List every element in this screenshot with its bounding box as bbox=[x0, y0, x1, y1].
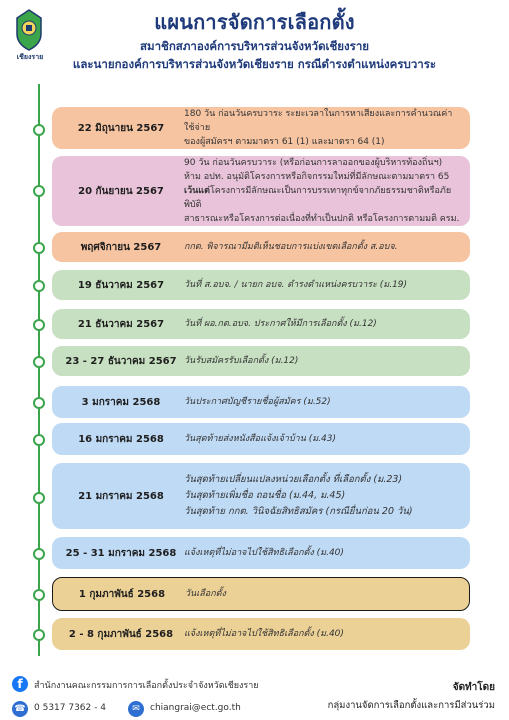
timeline-dot bbox=[33, 548, 45, 560]
facebook-page-name[interactable]: สำนักงานคณะกรรมการการเลือกตั้งประจำจังหวัดเชียงราย bbox=[34, 681, 259, 691]
timeline-dot bbox=[33, 492, 45, 504]
timeline-description: แจ้งเหตุที่ไม่อาจไปใช้สิทธิเลือกตั้ง (ม.40) bbox=[184, 548, 344, 558]
timeline-date: 3 มกราคม 2568 bbox=[81, 396, 161, 408]
timeline-date: 1 กุมภาพันธ์ 2568 bbox=[78, 588, 166, 600]
timeline-date: 2 - 8 กุมภาพันธ์ 2568 bbox=[68, 628, 174, 640]
description-line: ของผู้สมัครฯ ตามมาตรา 61 (1) และมาตรา 64 (1) bbox=[184, 137, 385, 147]
phone-icon: ☎ bbox=[12, 701, 28, 717]
timeline-date: 21 ธันวาคม 2567 bbox=[77, 318, 165, 330]
description-line: วันสุดท้ายเปลี่ยนแปลงหน่วยเลือกตั้ง ที่เลือกตั้ง (ม.23) bbox=[184, 474, 403, 485]
description-line: วันสุดท้าย กกต. วินิจฉัยสิทธิสมัคร (กรณียื่นก่อน 20 วัน) bbox=[184, 506, 413, 517]
email-icon: ✉ bbox=[128, 701, 144, 717]
page-title: แผนการจัดการเลือกตั้ง bbox=[154, 10, 355, 34]
timeline-item bbox=[52, 270, 470, 300]
facebook-icon[interactable]: f bbox=[12, 676, 28, 692]
footer bbox=[0, 668, 509, 720]
timeline-description: วันเลือกตั้ง bbox=[185, 589, 226, 599]
phone-number[interactable]: 0 5317 7362 - 4 bbox=[34, 703, 106, 713]
timeline-dot bbox=[33, 356, 45, 368]
timeline-description: วันประกาศบัญชีรายชื่อผู้สมัคร (ม.52) bbox=[184, 397, 331, 407]
subtitle-line-2: และนายกองค์การบริหารส่วนจังหวัดเชียงราย กรณีดำรงตำแหน่งครบวาระ bbox=[72, 57, 437, 71]
subtitle-line-1: สมาชิกสภาองค์การบริหารส่วนจังหวัดเชียงราย bbox=[139, 39, 370, 53]
timeline-date: 25 - 31 มกราคม 2568 bbox=[65, 547, 177, 559]
timeline-item bbox=[52, 232, 470, 262]
timeline-date: 19 ธันวาคม 2567 bbox=[77, 279, 165, 291]
timeline-description: แจ้งเหตุที่ไม่อาจไปใช้สิทธิเลือกตั้ง (ม.40) bbox=[184, 629, 344, 639]
timeline-item bbox=[52, 107, 470, 149]
description-line: 180 วัน ก่อนวันครบวาระ ระยะเวลาในการหาเสียงและการคำนวณค่าใช้จ่าย bbox=[184, 109, 453, 133]
description-emphasis: เว้นแต่ bbox=[184, 186, 210, 196]
timeline-dot bbox=[33, 124, 45, 136]
timeline-description: วันที่ ส.อบจ. / นายก อบจ. ดำรงตำแหน่งครบวาระ (ม.19) bbox=[184, 280, 408, 290]
email-address[interactable]: chiangrai@ect.go.th bbox=[150, 703, 241, 713]
timeline-dot bbox=[33, 629, 45, 641]
timeline-item-election-day bbox=[52, 577, 470, 611]
description-text: โครงการมีลักษณะเป็นการบรรเทาทุกข์จากภัยธรรมชาติหรือภัยพิบัติ bbox=[184, 186, 452, 210]
timeline-description: กกต. พิจารณามีมติเห็นชอบการแบ่งเขตเลือกตั้ง ส.อบจ. bbox=[184, 242, 398, 252]
timeline-item bbox=[52, 618, 470, 650]
description-line: สาธารณะหรือโครงการต่อเนื่องที่ทำเป็นปกติ หรือโครงการตามมติ ครม. bbox=[184, 214, 460, 224]
description-line: 90 วัน ก่อนวันครบวาระ (หรือก่อนการลาออกของผู้บริหารท้องถิ่นฯ) bbox=[184, 158, 443, 168]
credit-label: จัดทำโดย bbox=[452, 682, 495, 693]
description-line: ห้าม อปท. อนุมัติโครงการหรือกิจกรรมใหม่ที่มีลักษณะตามมาตรา 65 bbox=[184, 172, 450, 182]
timeline-item bbox=[52, 537, 470, 569]
timeline-description: วันที่ ผอ.กต.อบจ. ประกาศให้มีการเลือกตั้ง (ม.12) bbox=[184, 319, 377, 329]
timeline-date: 16 มกราคม 2568 bbox=[78, 433, 164, 445]
timeline-date: พฤศจิกายน 2567 bbox=[80, 241, 162, 253]
timeline-description bbox=[184, 107, 470, 149]
timeline-item bbox=[52, 386, 470, 418]
timeline-dot bbox=[33, 589, 45, 601]
logo-label: เชียงราย bbox=[16, 53, 44, 61]
timeline-date: 22 มิถุนายน 2567 bbox=[77, 122, 165, 134]
timeline-description bbox=[184, 472, 470, 520]
timeline-item bbox=[52, 309, 470, 339]
credit-text: กลุ่มงานจัดการเลือกตั้งและการมีส่วนร่วม bbox=[327, 700, 495, 711]
timeline-item bbox=[52, 346, 470, 376]
timeline-description: วันรับสมัครรับเลือกตั้ง (ม.12) bbox=[184, 356, 299, 366]
timeline-date: 21 มกราคม 2568 bbox=[78, 490, 164, 502]
timeline-line bbox=[38, 84, 40, 656]
timeline-date: 23 - 27 ธันวาคม 2567 bbox=[65, 355, 177, 367]
timeline-description bbox=[184, 156, 470, 226]
description-line bbox=[184, 184, 462, 212]
timeline-dot bbox=[33, 280, 45, 292]
timeline-item bbox=[52, 156, 470, 226]
timeline-dot bbox=[33, 434, 45, 446]
timeline-item bbox=[52, 463, 470, 529]
timeline-date: 20 กันยายน 2567 bbox=[78, 185, 164, 197]
description-line: วันสุดท้ายเพิ่มชื่อ ถอนชื่อ (ม.44, ม.45) bbox=[184, 490, 346, 501]
timeline-dot bbox=[33, 242, 45, 254]
timeline-dot bbox=[33, 319, 45, 331]
timeline-dot bbox=[33, 185, 45, 197]
timeline-dot bbox=[33, 397, 45, 409]
timeline-item bbox=[52, 423, 470, 455]
timeline-description: วันสุดท้ายส่งหนังสือแจ้งเจ้าบ้าน (ม.43) bbox=[184, 434, 336, 444]
